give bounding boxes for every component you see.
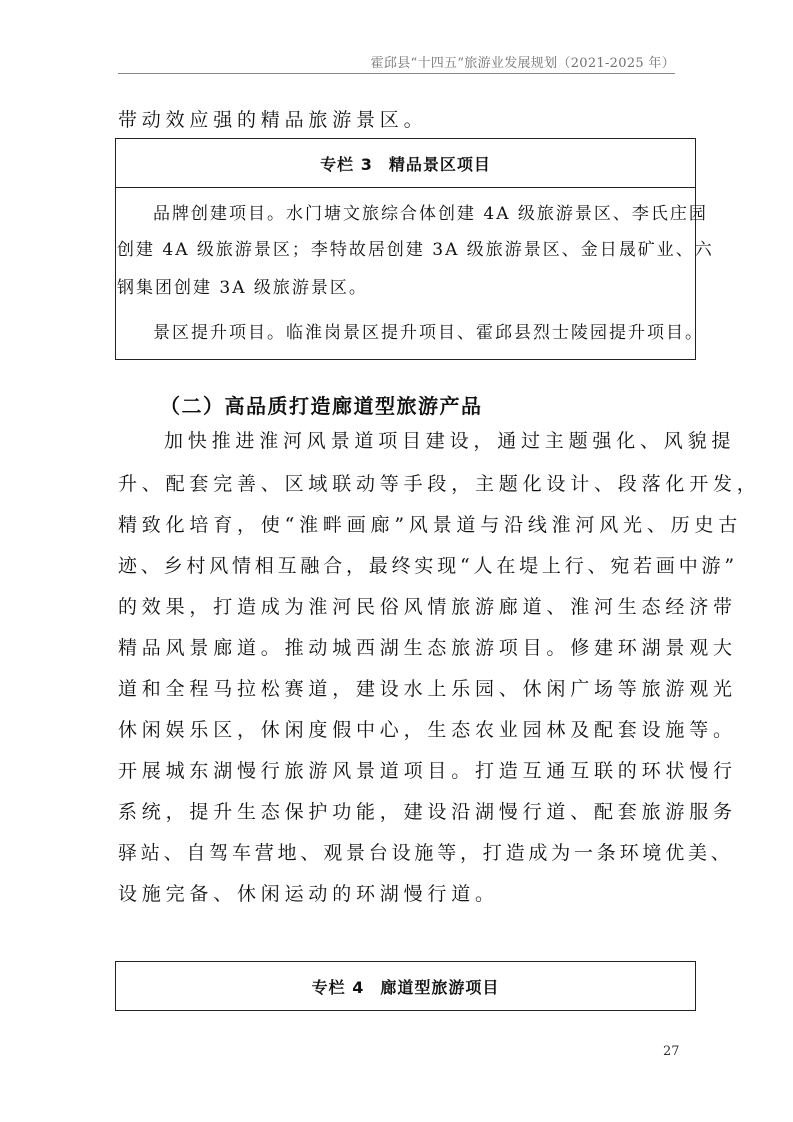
feature-box-3-line: 景区提升项目。临淮岗景区提升项目、霍邱县烈士陵园提升项目。 — [153, 323, 704, 343]
feature-box-3-line: 创建 4A 级旅游景区；李特故居创建 3A 级旅游景区、金日晟矿业、六 — [117, 240, 714, 260]
feature-box-4-title — [312, 975, 500, 998]
feature-box-3-title-text: 精品景区项目 — [388, 154, 491, 174]
feature-box-3-title-row — [116, 139, 695, 188]
feature-box-3-line: 钢集团创建 3A 级旅游景区。 — [117, 278, 368, 298]
section-heading: （二）高品质打造廊道型旅游产品 — [160, 394, 483, 418]
paragraph-line: 迹、乡村风情相互融合，最终实现“人在堤上行、宛若画中游” — [118, 555, 738, 577]
paragraph-line: 精致化培育，使“淮畔画廊”风景道与沿线淮河风光、历史古 — [118, 514, 743, 536]
paragraph-line: 精品风景廊道。推动城西湖生态旅游项目。修建环湖景观大 — [118, 637, 737, 659]
paragraph-line: 升、配套完善、区域联动等手段，主题化设计、段落化开发， — [118, 473, 761, 495]
paragraph-line: 加快推进淮河风景道项目建设，通过主题强化、风貌提 — [164, 430, 736, 452]
paragraph-line: 设施完备、休闲运动的环湖慢行道。 — [118, 883, 499, 905]
feature-box-4 — [115, 961, 696, 1011]
page-number: 27 — [663, 1044, 680, 1059]
intro-line: 带动效应强的精品旅游景区。 — [118, 109, 428, 131]
feature-box-3 — [115, 138, 714, 360]
feature-box-4-title-text: 廊道型旅游项目 — [380, 977, 500, 997]
feature-box-3-title-prefix: 专栏 3 — [320, 154, 373, 174]
paragraph-line: 驿站、自驾车营地、观景台设施等，打造成为一条环境优美、 — [118, 842, 734, 864]
running-header: 霍邱县“十四五”旅游业发展规划（2021-2025 年） — [370, 56, 675, 71]
paragraph-line: 系统，提升生态保护功能，建设沿湖慢行道、配套旅游服务 — [118, 801, 737, 823]
header-divider — [118, 73, 675, 74]
paragraph-line: 道和全程马拉松赛道，建设水上乐园、休闲广场等旅游观光 — [118, 678, 737, 700]
feature-box-3-title — [320, 152, 491, 175]
paragraph-line: 的效果，打造成为淮河民俗风情旅游廊道、淮河生态经济带 — [118, 596, 737, 618]
paragraph-line: 休闲娱乐区，休闲度假中心，生态农业园林及配套设施等。 — [118, 719, 737, 741]
feature-box-3-line: 品牌创建项目。水门塘文旅综合体创建 4A 级旅游景区、李氏庄园 — [153, 204, 708, 224]
feature-box-4-title-prefix: 专栏 4 — [311, 977, 365, 997]
paragraph-line: 开展城东湖慢行旅游风景道项目。打造互通互联的环状慢行 — [118, 760, 737, 782]
